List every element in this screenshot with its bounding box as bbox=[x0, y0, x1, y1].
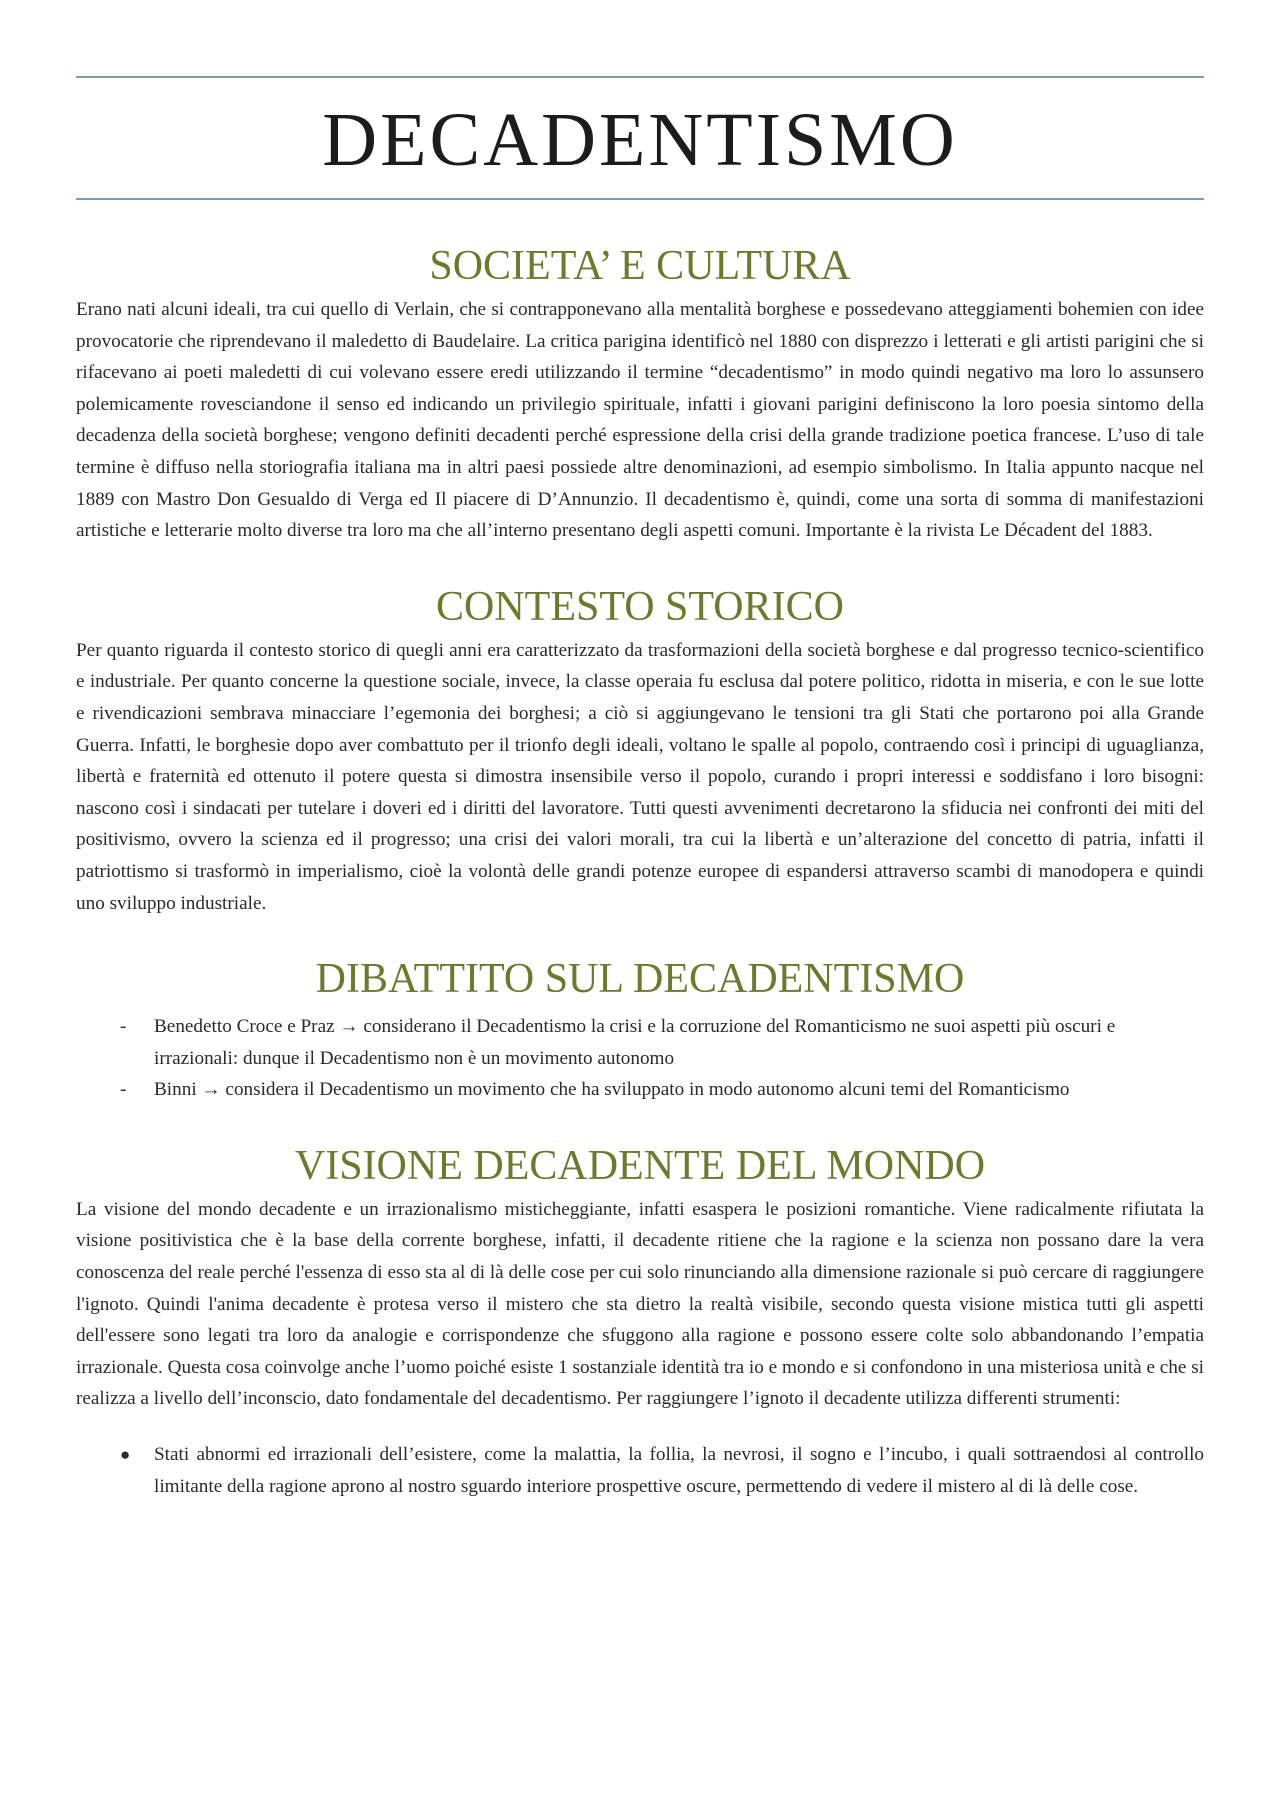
section-heading: DIBATTITO SUL DECADENTISMO bbox=[315, 956, 965, 1003]
dash-marker: - bbox=[120, 1016, 127, 1038]
list-item-text: Binni → considera il Decadentismo un movimento che ha sviluppato in modo autonomo alcuni temi del Romanticismo bbox=[154, 1079, 1070, 1101]
dash-list bbox=[76, 1011, 1204, 1106]
section-societa-cultura bbox=[76, 240, 1204, 547]
section-contesto-storico bbox=[76, 581, 1204, 919]
bullet-list bbox=[76, 1439, 1204, 1502]
section-dibattito bbox=[76, 953, 1204, 1106]
list-item bbox=[76, 1439, 1204, 1502]
section-paragraph: Erano nati alcuni ideali, tra cui quello di Verlain, che si contrapponevano alla mentalità borghese e possedevano atteggiamenti bohemien con idee provocatorie che riprendevano il maledetto di Baudelaire. La critica parigina identificò nel 1880 con disprezzo i letterati e gli artisti parigini che si rifacevano ai poeti maledetti di cui volevano essere eredi utilizzando il termine “decadentismo” in modo quindi negativo ma loro lo assunsero polemicamente rovesciandone il senso ed indicando un privilegio spirituale, infatti i giovani parigini definiscono la loro poesia sintomo della decadenza della società borghese; vengono definiti decadenti perché espressione della crisi della grande tradizione poetica francese. L’uso di tale termine è diffuso nella storiografia italiana ma in altri paesi possiede altre denominazioni, ad esempio simbolismo. In Italia appunto nacque nel 1889 con Mastro Don Gesualdo di Verga ed Il piacere di D’Annunzio. Il decadentismo è, quindi, come una sorta di somma di manifestazioni artistiche e letterarie molto diverse tra loro ma che all’interno presentano degli aspetti comuni. Importante è la rivista Le Décadent del 1883. bbox=[76, 299, 1204, 542]
dash-marker: - bbox=[120, 1079, 127, 1101]
list-item bbox=[76, 1074, 1204, 1106]
title-bottom-rule bbox=[76, 198, 1204, 200]
section-heading: VISIONE DECADENTE DEL MONDO bbox=[294, 1142, 986, 1189]
section-heading: SOCIETA’ E CULTURA bbox=[429, 243, 851, 289]
list-item-text: Benedetto Croce e Praz → considerano il Decadentismo la crisi e la corruzione del Romanticismo ne suoi aspetti più oscuri e irrazionali: dunque il Decadentismo non è un movimento autonomo bbox=[154, 1016, 1116, 1069]
list-item bbox=[76, 1011, 1204, 1074]
list-item-text: Stati abnormi ed irrazionali dell’esistere, come la malattia, la follia, la nevrosi, il sogno e l’incubo, i quali sottraendosi al controllo limitante della ragione aprono al nostro sguardo interiore prospettive oscure, permettendo di vedere il mistero al di là delle cose. bbox=[154, 1444, 1204, 1497]
top-rule bbox=[76, 76, 1204, 78]
section-paragraph: Per quanto riguarda il contesto storico di quegli anni era caratterizzato da trasformazioni della società borghese e dal progresso tecnico-scientifico e industriale. Per quanto concerne la questione sociale, invece, la classe operaia fu esclusa dal potere politico, ridotta in miseria, e con le sue lotte e rivendicazioni sembrava minacciare l’egemonia dei borghesi; a ciò si aggiungevano le tensioni tra gli Stati che portarono poi alla Grande Guerra. Infatti, le borghesie dopo aver combattuto per il trionfo degli ideali, voltano le spalle al popolo, contraendo così i principi di uguaglianza, libertà e fraternità ed ottenuto il potere questa si dimostra insensibile verso il popolo, curando i propri interessi e soddisfano i loro bisogni: nascono così i sindacati per tutelare i doveri ed i diritti del lavoratore. Tutti questi avvenimenti decretarono la sfiducia nei confronti dei miti del positivismo, ovvero la scienza ed il progresso; una crisi dei valori morali, tra cui la libertà e un’alterazione del concetto di patria, infatti il patriottismo si trasformò in imperialismo, cioè la volontà delle grandi potenze europee di espandersi attraverso scambi di manodopera e quindi uno sviluppo industriale. bbox=[76, 639, 1204, 914]
bullet-marker: ● bbox=[120, 1445, 131, 1465]
section-visione-decadente bbox=[76, 1140, 1204, 1502]
section-paragraph: La visione del mondo decadente e un irrazionalismo misticheggiante, infatti esaspera le posizioni romantiche. Viene radicalmente rifiutata la visione positivistica che è la base della corrente borghese, infatti, il decadente ritiene che la ragione e la scienza non possano dare la vera conoscenza del reale perché l'essenza di esso sta al di là delle cose per cui solo rinunciando alla dimensione razionale si può cercare di raggiungere l'ignoto. Quindi l'anima decadente è protesa verso il mistero che sta dietro la realtà visibile, secondo questa visione mistica tutti gli aspetti dell'essere sono legati tra loro da analogie e corrispondenze che sfuggono alla ragione e possono essere colte solo abbandonando l’empatia irrazionale. Questa cosa coinvolge anche l’uomo poiché esiste 1 sostanziale identità tra io e mondo e si confondono in una misteriosa unità e che si realizza a livello dell’inconscio, dato fondamentale del decadentismo. Per raggiungere l’ignoto il decadente utilizza differenti strumenti: bbox=[76, 1198, 1204, 1410]
section-heading: CONTESTO STORICO bbox=[435, 583, 844, 630]
document-title: DECADENTISMO bbox=[322, 98, 958, 182]
